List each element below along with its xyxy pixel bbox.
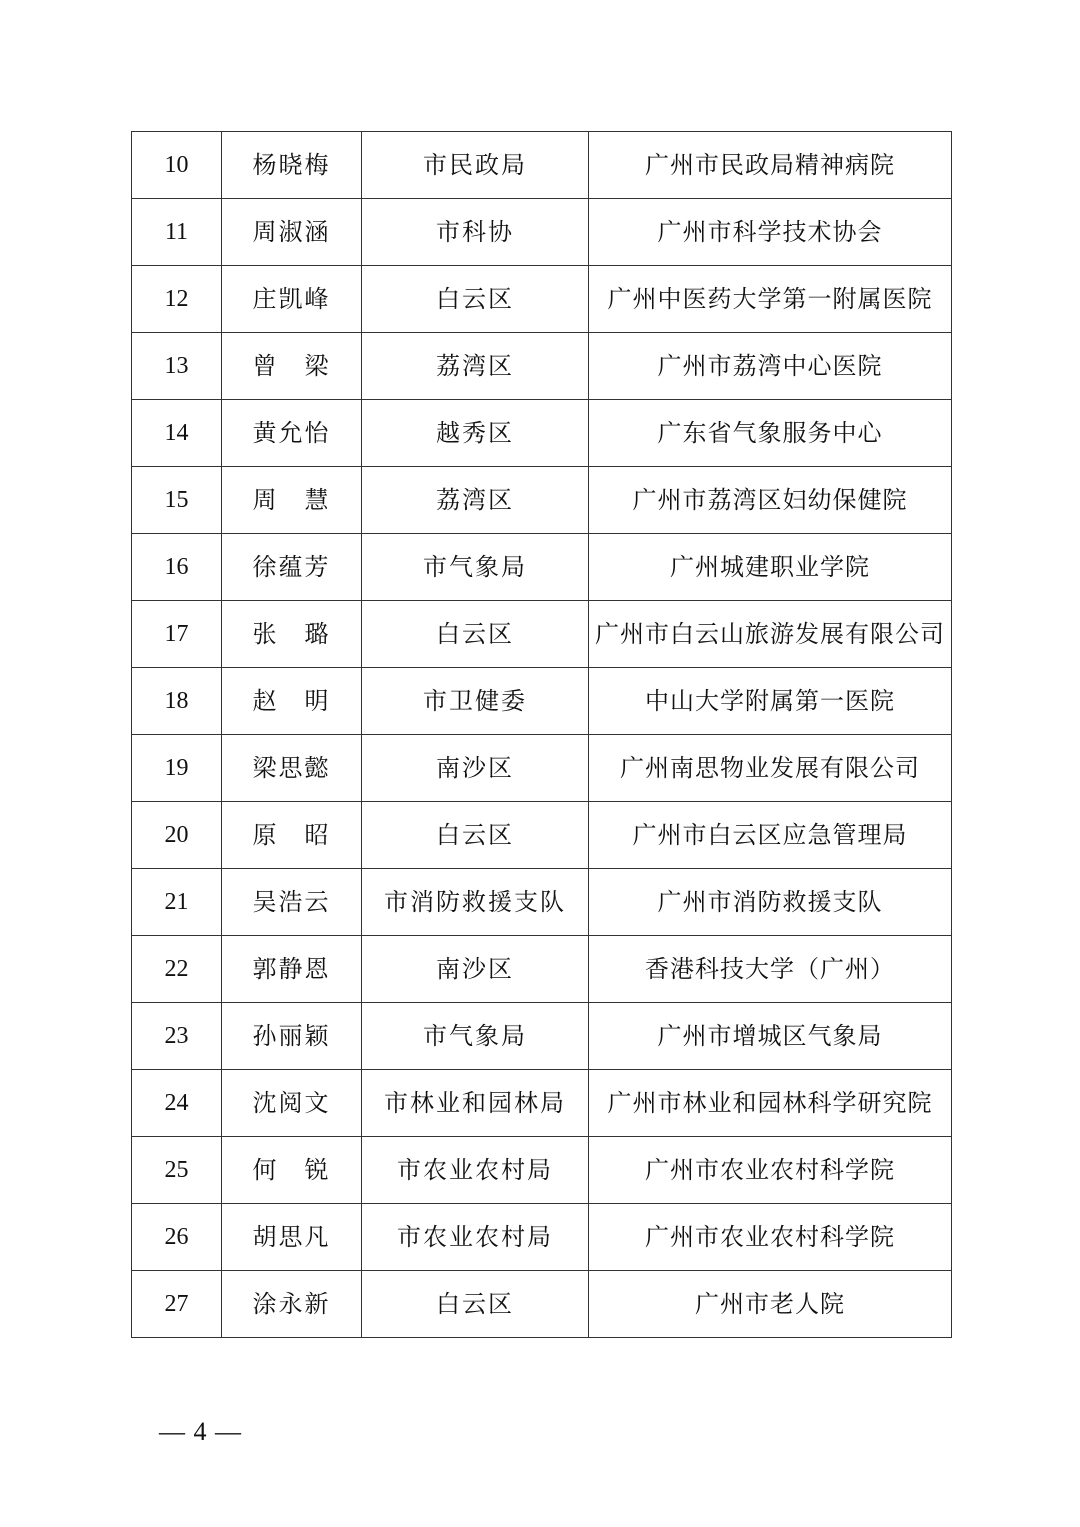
work-unit: 广州中医药大学第一附属医院	[589, 266, 952, 333]
recommending-unit: 市农业农村局	[362, 1137, 589, 1204]
work-unit: 广州城建职业学院	[589, 534, 952, 601]
row-number: 15	[132, 467, 222, 534]
table-row	[132, 1070, 952, 1137]
person-name: 杨晓梅	[222, 132, 362, 199]
person-name: 赵 明	[222, 668, 362, 735]
table-row	[132, 1137, 952, 1204]
person-name: 何 锐	[222, 1137, 362, 1204]
recommending-unit: 市气象局	[362, 534, 589, 601]
table-row	[132, 601, 952, 668]
row-number: 24	[132, 1070, 222, 1137]
work-unit: 广州南思物业发展有限公司	[589, 735, 952, 802]
recommending-unit: 越秀区	[362, 400, 589, 467]
table-row	[132, 467, 952, 534]
person-name: 胡思凡	[222, 1204, 362, 1271]
row-number: 26	[132, 1204, 222, 1271]
person-name: 曾 梁	[222, 333, 362, 400]
recommending-unit: 荔湾区	[362, 467, 589, 534]
row-number: 17	[132, 601, 222, 668]
person-name: 郭静恩	[222, 936, 362, 1003]
person-name: 庄凯峰	[222, 266, 362, 333]
table-row	[132, 735, 952, 802]
table-row	[132, 534, 952, 601]
table-row	[132, 132, 952, 199]
recommending-unit: 荔湾区	[362, 333, 589, 400]
row-number: 22	[132, 936, 222, 1003]
recommending-unit: 白云区	[362, 1271, 589, 1338]
recommending-unit: 白云区	[362, 802, 589, 869]
recommending-unit: 市林业和园林局	[362, 1070, 589, 1137]
person-name: 涂永新	[222, 1271, 362, 1338]
table-row	[132, 400, 952, 467]
work-unit: 广州市增城区气象局	[589, 1003, 952, 1070]
recommending-unit: 市消防救援支队	[362, 869, 589, 936]
person-name: 徐蕴芳	[222, 534, 362, 601]
recommending-unit: 白云区	[362, 601, 589, 668]
row-number: 11	[132, 199, 222, 266]
recommending-unit: 市气象局	[362, 1003, 589, 1070]
work-unit: 广州市农业农村科学院	[589, 1137, 952, 1204]
person-name: 梁思懿	[222, 735, 362, 802]
table-row	[132, 936, 952, 1003]
work-unit: 香港科技大学（广州）	[589, 936, 952, 1003]
row-number: 25	[132, 1137, 222, 1204]
row-number: 13	[132, 333, 222, 400]
page-number: — 4 —	[159, 1417, 242, 1446]
table-row	[132, 668, 952, 735]
person-name: 张 璐	[222, 601, 362, 668]
work-unit: 广州市荔湾中心医院	[589, 333, 952, 400]
row-number: 20	[132, 802, 222, 869]
recommending-unit: 市科协	[362, 199, 589, 266]
table-row	[132, 266, 952, 333]
row-number: 23	[132, 1003, 222, 1070]
row-number: 18	[132, 668, 222, 735]
person-name: 孙丽颖	[222, 1003, 362, 1070]
table-row	[132, 333, 952, 400]
recommending-unit: 南沙区	[362, 735, 589, 802]
recommending-unit: 南沙区	[362, 936, 589, 1003]
roster-table-body	[132, 132, 952, 1338]
person-name: 沈阅文	[222, 1070, 362, 1137]
work-unit: 广州市白云山旅游发展有限公司	[589, 601, 952, 668]
work-unit: 广州市林业和园林科学研究院	[589, 1070, 952, 1137]
work-unit: 中山大学附属第一医院	[589, 668, 952, 735]
person-name: 吴浩云	[222, 869, 362, 936]
table-row	[132, 199, 952, 266]
row-number: 21	[132, 869, 222, 936]
table-row	[132, 802, 952, 869]
table-row	[132, 1271, 952, 1338]
person-name: 周淑涵	[222, 199, 362, 266]
table-row	[132, 1204, 952, 1271]
work-unit: 广州市农业农村科学院	[589, 1204, 952, 1271]
work-unit: 广州市消防救援支队	[589, 869, 952, 936]
table-row	[132, 869, 952, 936]
row-number: 12	[132, 266, 222, 333]
row-number: 16	[132, 534, 222, 601]
table-row	[132, 1003, 952, 1070]
work-unit: 广州市老人院	[589, 1271, 952, 1338]
recommending-unit: 白云区	[362, 266, 589, 333]
person-name: 原 昭	[222, 802, 362, 869]
row-number: 19	[132, 735, 222, 802]
recommending-unit: 市民政局	[362, 132, 589, 199]
roster-table	[131, 131, 952, 1338]
row-number: 10	[132, 132, 222, 199]
recommending-unit: 市农业农村局	[362, 1204, 589, 1271]
work-unit: 广州市科学技术协会	[589, 199, 952, 266]
person-name: 黄允怡	[222, 400, 362, 467]
row-number: 27	[132, 1271, 222, 1338]
person-name: 周 慧	[222, 467, 362, 534]
recommending-unit: 市卫健委	[362, 668, 589, 735]
work-unit: 广东省气象服务中心	[589, 400, 952, 467]
work-unit: 广州市民政局精神病院	[589, 132, 952, 199]
work-unit: 广州市荔湾区妇幼保健院	[589, 467, 952, 534]
row-number: 14	[132, 400, 222, 467]
work-unit: 广州市白云区应急管理局	[589, 802, 952, 869]
